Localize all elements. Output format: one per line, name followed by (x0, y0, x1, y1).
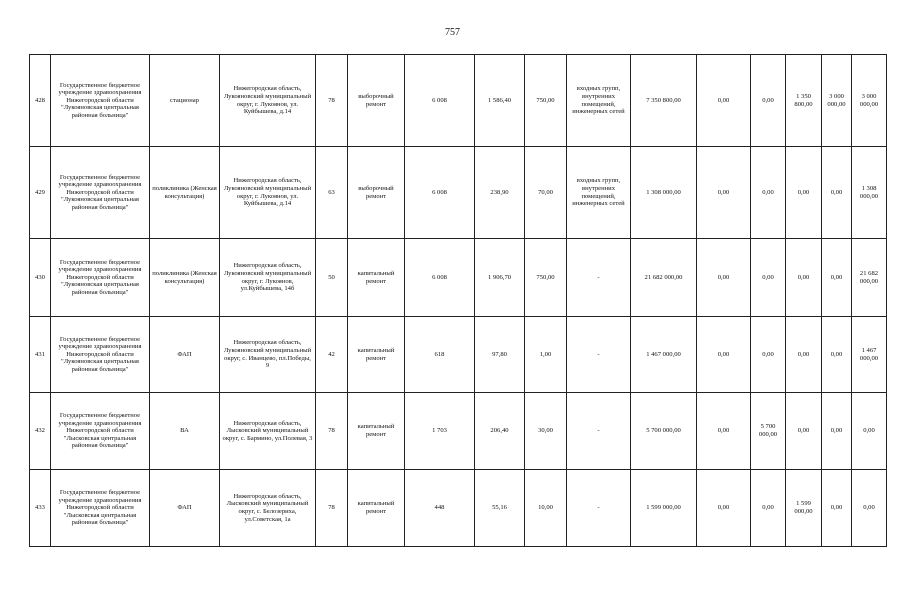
cell-col16: 3 000 000,00 (852, 55, 887, 147)
cell-institution: Государственное бюджетное учреждение здравоохранения Нижегородской области "Лысковская центральная районная больница" (51, 470, 150, 547)
cell-institution: Государственное бюджетное учреждение здравоохранения Нижегородской области "Лукояновская центральная районная больница" (51, 317, 150, 393)
cell-institution: Государственное бюджетное учреждение здравоохранения Нижегородской области "Лукояновская центральная районная больница" (51, 239, 150, 317)
cell-object-type: поликлиника (Женская консультация) (150, 239, 220, 317)
cell-col16: 0,00 (852, 470, 887, 547)
cell-institution: Государственное бюджетное учреждение здравоохранения Нижегородской области "Лукояновская центральная районная больница" (51, 147, 150, 239)
cell-col13: 0,00 (751, 147, 786, 239)
cell-col13: 0,00 (751, 470, 786, 547)
cell-repair-type: капитальный ремонт (348, 470, 405, 547)
cell-total: 5 700 000,00 (631, 393, 697, 470)
cell-col9: 30,00 (525, 393, 567, 470)
cell-col12: 0,00 (697, 393, 751, 470)
cell-code: 50 (316, 239, 348, 317)
cell-code: 78 (316, 55, 348, 147)
cell-col12: 0,00 (697, 239, 751, 317)
cell-repair-type: выборочный ремонт (348, 147, 405, 239)
cell-col14: 0,00 (786, 393, 822, 470)
cell-col13: 0,00 (751, 317, 786, 393)
cell-col8: 55,16 (475, 470, 525, 547)
cell-address: Нижегородская область, Лукояновский муниципальный округ, г. Лукоянов, ул. Куйбышева, д.14 (220, 55, 316, 147)
page-number: 757 (445, 27, 460, 38)
cell-object-type: ФАП (150, 317, 220, 393)
cell-total: 7 350 800,00 (631, 55, 697, 147)
cell-col9: 750,00 (525, 55, 567, 147)
cell-code: 78 (316, 393, 348, 470)
cell-works: - (567, 317, 631, 393)
cell-number: 431 (30, 317, 51, 393)
cell-code: 63 (316, 147, 348, 239)
cell-total: 1 599 000,00 (631, 470, 697, 547)
cell-col16: 0,00 (852, 393, 887, 470)
cell-col13: 0,00 (751, 55, 786, 147)
cell-total: 1 308 000,00 (631, 147, 697, 239)
cell-col7: 6 008 (405, 239, 475, 317)
cell-col12: 0,00 (697, 470, 751, 547)
cell-col9: 750,00 (525, 239, 567, 317)
cell-number: 429 (30, 147, 51, 239)
cell-col8: 1 906,70 (475, 239, 525, 317)
cell-col7: 618 (405, 317, 475, 393)
cell-col12: 0,00 (697, 147, 751, 239)
cell-col14: 0,00 (786, 317, 822, 393)
cell-col12: 0,00 (697, 317, 751, 393)
cell-object-type: ФАП (150, 470, 220, 547)
cell-institution: Государственное бюджетное учреждение здравоохранения Нижегородской области "Лукояновская центральная районная больница" (51, 55, 150, 147)
cell-col15: 0,00 (822, 470, 852, 547)
cell-works: - (567, 470, 631, 547)
repair-registry-table (29, 54, 887, 547)
cell-col7: 6 008 (405, 55, 475, 147)
cell-number: 432 (30, 393, 51, 470)
cell-repair-type: капитальный ремонт (348, 239, 405, 317)
cell-address: Нижегородская область, Лысковский муниципальный округ, с. Бармино, ул.Полевая, 3 (220, 393, 316, 470)
cell-col16: 1 467 000,00 (852, 317, 887, 393)
cell-col8: 1 586,40 (475, 55, 525, 147)
cell-col9: 1,00 (525, 317, 567, 393)
cell-col15: 0,00 (822, 239, 852, 317)
cell-object-type: поликлиника (Женская консультация) (150, 147, 220, 239)
cell-object-type: ВА (150, 393, 220, 470)
cell-code: 78 (316, 470, 348, 547)
cell-works: - (567, 239, 631, 317)
cell-col14: 1 599 000,00 (786, 470, 822, 547)
cell-col13: 0,00 (751, 239, 786, 317)
table-row (30, 55, 887, 147)
cell-works: - (567, 393, 631, 470)
cell-repair-type: капитальный ремонт (348, 317, 405, 393)
cell-col7: 6 008 (405, 147, 475, 239)
cell-col7: 448 (405, 470, 475, 547)
cell-col13: 5 700 000,00 (751, 393, 786, 470)
cell-works: входных групп, внутренних помещений, инженерных сетей (567, 55, 631, 147)
cell-repair-type: капитальный ремонт (348, 393, 405, 470)
cell-object-type: стационар (150, 55, 220, 147)
cell-col14: 0,00 (786, 147, 822, 239)
cell-col15: 0,00 (822, 147, 852, 239)
cell-address: Нижегородская область, Лукояновский муниципальный округ, с. Иванцево, пл.Победы, 9 (220, 317, 316, 393)
cell-col16: 21 682 000,00 (852, 239, 887, 317)
cell-number: 430 (30, 239, 51, 317)
cell-number: 428 (30, 55, 51, 147)
cell-code: 42 (316, 317, 348, 393)
cell-col16: 1 308 000,00 (852, 147, 887, 239)
cell-col9: 10,00 (525, 470, 567, 547)
cell-col8: 238,90 (475, 147, 525, 239)
cell-col14: 1 350 800,00 (786, 55, 822, 147)
cell-address: Нижегородская область, Лукояновский муниципальный округ, г. Лукоянов, ул.Куйбышева, 14б (220, 239, 316, 317)
table-row (30, 317, 887, 393)
cell-col14: 0,00 (786, 239, 822, 317)
cell-col7: 1 703 (405, 393, 475, 470)
cell-col15: 3 000 000,00 (822, 55, 852, 147)
cell-col12: 0,00 (697, 55, 751, 147)
cell-address: Нижегородская область, Лысковский муниципальный округ, с. Белозериха, ул.Советская, 1а (220, 470, 316, 547)
cell-institution: Государственное бюджетное учреждение здравоохранения Нижегородской области "Лысковская центральная районная больница" (51, 393, 150, 470)
cell-col15: 0,00 (822, 393, 852, 470)
cell-total: 21 682 000,00 (631, 239, 697, 317)
cell-col8: 97,80 (475, 317, 525, 393)
cell-number: 433 (30, 470, 51, 547)
cell-col15: 0,00 (822, 317, 852, 393)
cell-total: 1 467 000,00 (631, 317, 697, 393)
cell-address: Нижегородская область, Лукояновский муниципальный округ, г. Лукоянов, ул. Куйбышева, д.14 (220, 147, 316, 239)
cell-col9: 70,00 (525, 147, 567, 239)
table-row (30, 393, 887, 470)
cell-col8: 206,40 (475, 393, 525, 470)
table-row (30, 147, 887, 239)
table-row (30, 239, 887, 317)
table-row (30, 470, 887, 547)
cell-repair-type: выборочный ремонт (348, 55, 405, 147)
cell-works: входных групп, внутренних помещений, инженерных сетей (567, 147, 631, 239)
